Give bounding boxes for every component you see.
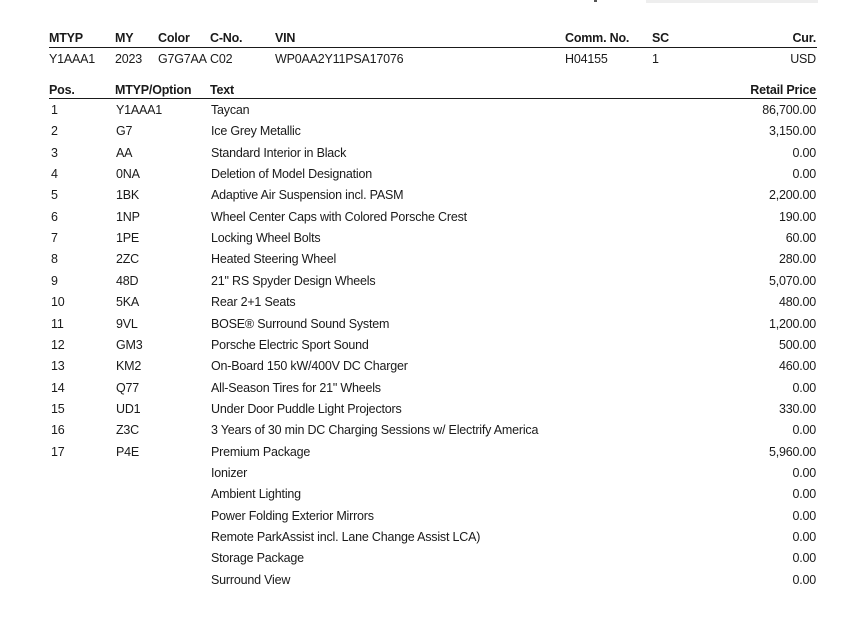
vehicle-header-rule — [49, 47, 817, 48]
color-header: Color — [158, 31, 190, 45]
option-price: 0.00 — [792, 509, 816, 523]
option-price: 280.00 — [778, 252, 816, 266]
pos-header: Pos. — [49, 83, 75, 97]
option-text: Ice Grey Metallic — [211, 124, 301, 138]
option-text: All-Season Tires for 21" Wheels — [211, 381, 381, 395]
option-price: 86,700.00 — [762, 103, 816, 117]
color-value: G7G7AA — [158, 52, 207, 66]
option-price: 0.00 — [792, 423, 816, 437]
option-pos: 9 — [51, 274, 58, 288]
option-price: 190.00 — [778, 210, 816, 224]
option-pos: 1 — [51, 103, 58, 117]
option-pos: 7 — [51, 231, 58, 245]
option-pos: 2 — [51, 124, 58, 138]
option-pos: 12 — [51, 338, 65, 352]
option-price: 480.00 — [778, 295, 816, 309]
option-code: 2ZC — [116, 252, 140, 266]
option-pos: 5 — [51, 188, 58, 202]
option-text: Heated Steering Wheel — [211, 252, 337, 266]
top-edge-mark — [594, 0, 597, 2]
option-price: 3,150.00 — [768, 124, 816, 138]
retail-price-header: Retail Price — [750, 83, 816, 97]
cno-value: C02 — [210, 52, 233, 66]
option-code: AA — [116, 146, 133, 160]
option-code: GM3 — [116, 338, 143, 352]
option-price: 0.00 — [792, 530, 816, 544]
option-code: Y1AAA1 — [116, 103, 163, 117]
option-text: 21" RS Spyder Design Wheels — [211, 274, 376, 288]
option-code: 0NA — [116, 167, 140, 181]
commno-value: H04155 — [565, 52, 608, 66]
sc-value: 1 — [652, 52, 659, 66]
option-price: 5,960.00 — [768, 445, 816, 459]
option-text: Porsche Electric Sport Sound — [211, 338, 369, 352]
option-code: 48D — [116, 274, 139, 288]
option-code: 1NP — [116, 210, 140, 224]
option-price: 0.00 — [792, 487, 816, 501]
option-price: 5,070.00 — [768, 274, 816, 288]
option-pos: 8 — [51, 252, 58, 266]
option-text: Power Folding Exterior Mirrors — [211, 509, 374, 523]
option-text: 3 Years of 30 min DC Charging Sessions w/ Electrify America — [211, 423, 539, 437]
option-pos: 11 — [51, 317, 64, 331]
option-pos: 4 — [51, 167, 58, 181]
option-price: 0.00 — [792, 551, 816, 565]
sc-header: SC — [652, 31, 669, 45]
option-text: Ambient Lighting — [211, 487, 301, 501]
option-text: Taycan — [211, 103, 250, 117]
option-text: Rear 2+1 Seats — [211, 295, 296, 309]
option-code: 1BK — [116, 188, 140, 202]
vin-header: VIN — [275, 31, 296, 45]
my-header: MY — [115, 31, 134, 45]
option-pos: 6 — [51, 210, 58, 224]
top-edge-field — [646, 0, 818, 3]
option-code: 5KA — [116, 295, 140, 309]
option-price: 460.00 — [778, 359, 816, 373]
option-price: 0.00 — [792, 381, 816, 395]
option-price: 60.00 — [785, 231, 816, 245]
option-code: 9VL — [116, 317, 138, 331]
option-price: 0.00 — [792, 167, 816, 181]
option-price: 0.00 — [792, 573, 816, 587]
model-year-value: 2023 — [115, 52, 143, 66]
option-price: 0.00 — [792, 146, 816, 160]
commno-header: Comm. No. — [565, 31, 630, 45]
option-pos: 17 — [51, 445, 65, 459]
text-header: Text — [210, 83, 234, 97]
option-code: P4E — [116, 445, 140, 459]
option-code: 1PE — [116, 231, 140, 245]
option-price: 1,200.00 — [768, 317, 816, 331]
cno-header: C-No. — [210, 31, 243, 45]
option-text: Ionizer — [211, 466, 248, 480]
option-code: Z3C — [116, 423, 140, 437]
options-header-rule — [49, 98, 817, 99]
option-pos: 13 — [51, 359, 65, 373]
mtyp-value: Y1AAA1 — [49, 52, 96, 66]
option-text: Under Door Puddle Light Projectors — [211, 402, 402, 416]
option-text: Locking Wheel Bolts — [211, 231, 321, 245]
option-code: Q77 — [116, 381, 140, 395]
option-text: Surround View — [211, 573, 291, 587]
option-text: Deletion of Model Designation — [211, 167, 372, 181]
option-price: 2,200.00 — [768, 188, 816, 202]
vin-value: WP0AA2Y11PSA17076 — [275, 52, 404, 66]
option-pos: 16 — [51, 423, 65, 437]
option-price: 500.00 — [778, 338, 816, 352]
option-code-header: MTYP/Option — [115, 83, 192, 97]
option-text: Remote ParkAssist incl. Lane Change Assist LCA) — [211, 530, 481, 544]
option-code: G7 — [116, 124, 133, 138]
option-pos: 14 — [51, 381, 65, 395]
option-pos: 15 — [51, 402, 65, 416]
option-text: BOSE® Surround Sound System — [211, 317, 390, 331]
currency-value: USD — [790, 52, 816, 66]
option-text: Wheel Center Caps with Colored Porsche Crest — [211, 210, 467, 224]
option-pos: 10 — [51, 295, 65, 309]
option-text: Storage Package — [211, 551, 304, 565]
option-text: Adaptive Air Suspension incl. PASM — [211, 188, 404, 202]
option-pos: 3 — [51, 146, 58, 160]
option-text: Standard Interior in Black — [211, 146, 347, 160]
option-code: KM2 — [116, 359, 142, 373]
currency-header: Cur. — [792, 31, 816, 45]
option-price: 330.00 — [778, 402, 816, 416]
mtyp-header: MTYP — [49, 31, 83, 45]
option-text: On-Board 150 kW/400V DC Charger — [211, 359, 408, 373]
option-text: Premium Package — [211, 445, 311, 459]
option-code: UD1 — [116, 402, 141, 416]
option-price: 0.00 — [792, 466, 816, 480]
